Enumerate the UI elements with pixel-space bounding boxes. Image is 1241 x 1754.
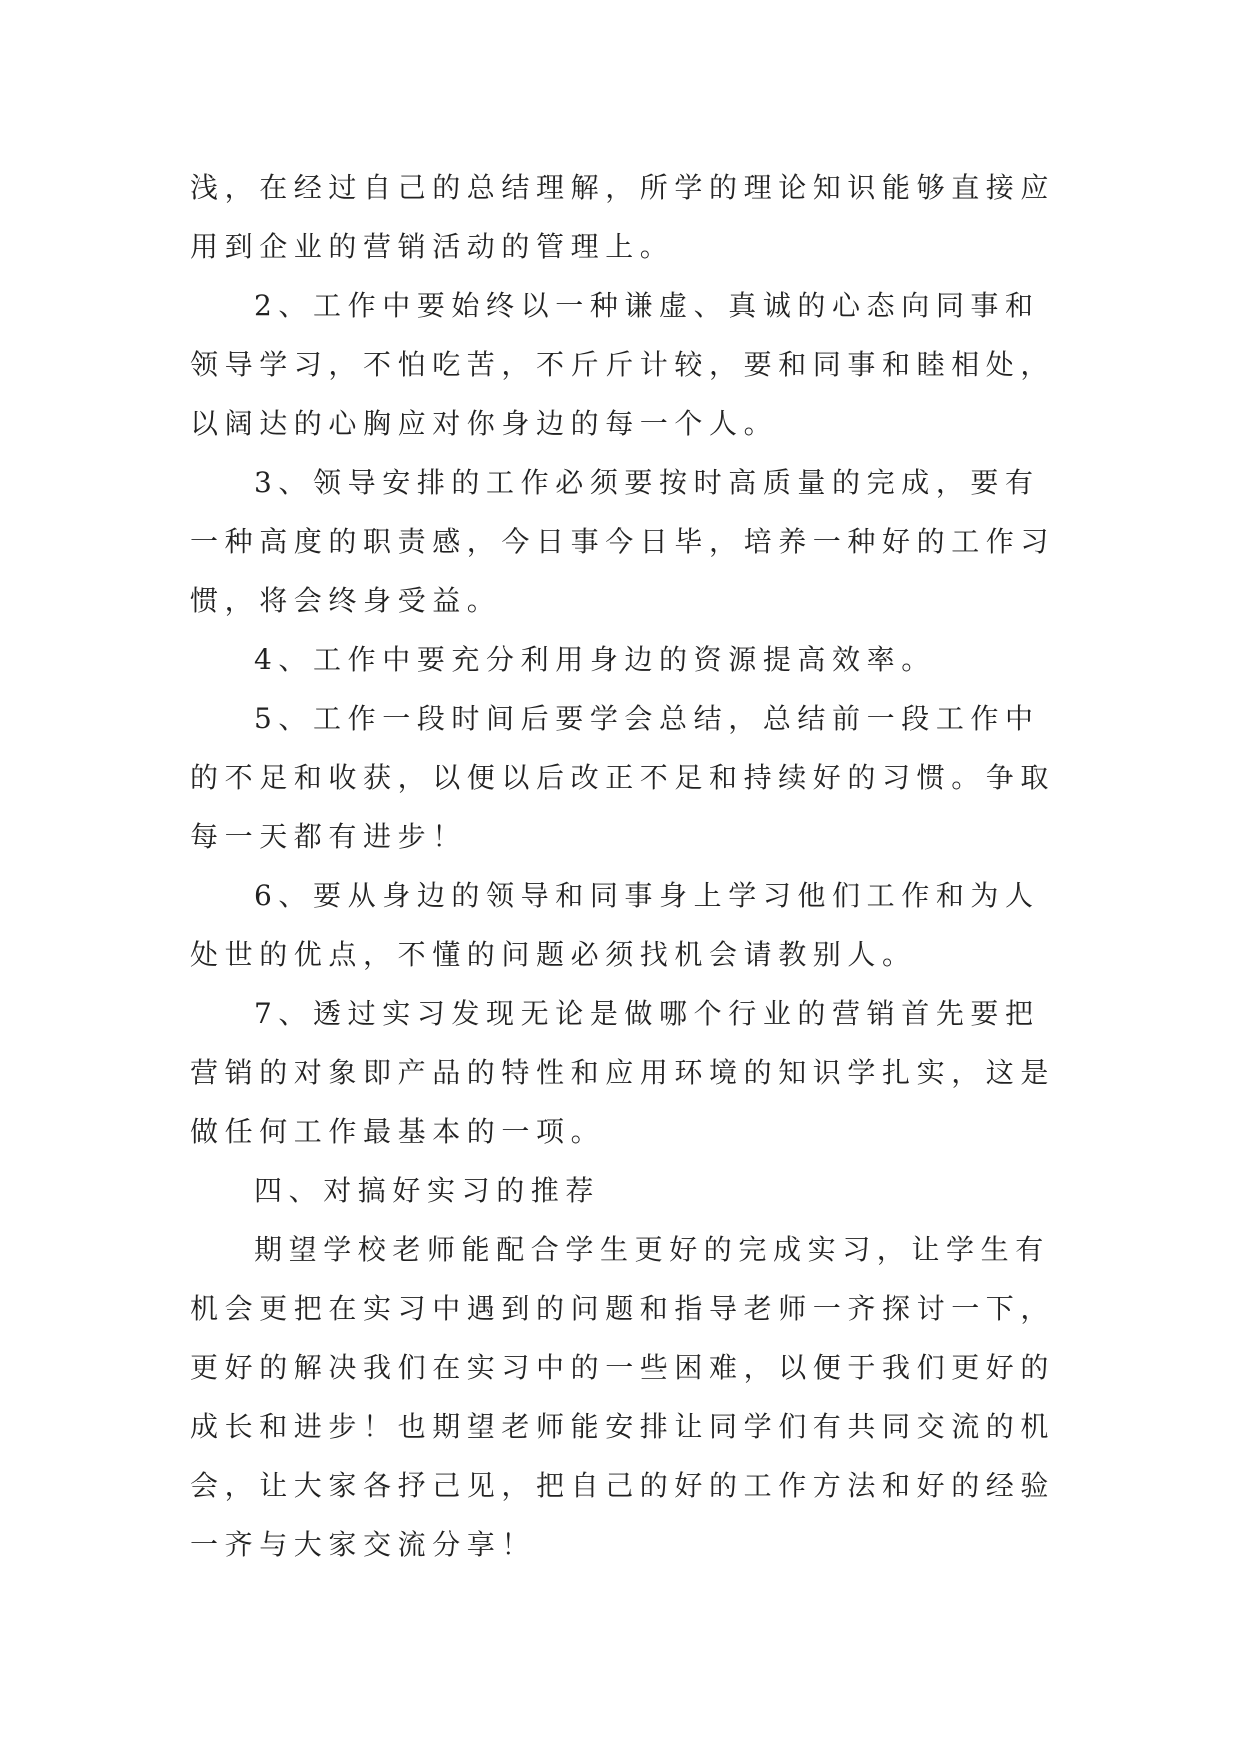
paragraph-item-6: 6、要从身边的领导和同事身上学习他们工作和为人处世的优点，不懂的问题必须找机会请教别人。	[190, 879, 1040, 971]
section-heading-recommendations: 四、对搞好实习的推荐	[254, 1174, 601, 1207]
paragraph-recommendations: 期望学校老师能配合学生更好的完成实习，让学生有机会更把在实习中遇到的问题和指导老师一齐探讨一下，更好的解决我们在实习中的一些困难，以便于我们更好的成长和进步！也期望老师能安排让同学们有共同交流的机会，让大家各抒己见，把自己的好的工作方法和好的经验一齐与大家交流分享！	[190, 1233, 1056, 1561]
paragraph-item-2: 2、工作中要始终以一种谦虚、真诚的心态向同事和领导学习，不怕吃苦，不斤斤计较，要和同事和睦相处，以阔达的心胸应对你身边的每一个人。	[190, 289, 1056, 440]
document-body	[190, 158, 1062, 1574]
paragraph-continuation: 浅，在经过自己的总结理解，所学的理论知识能够直接应用到企业的营销活动的管理上。	[190, 171, 1056, 263]
paragraph-item-5: 5、工作一段时间后要学会总结，总结前一段工作中的不足和收获，以便以后改正不足和持续好的习惯。争取每一天都有进步！	[190, 702, 1056, 853]
paragraph-item-7: 7、透过实习发现无论是做哪个行业的营销首先要把营销的对象即产品的特性和应用环境的知识学扎实，这是做任何工作最基本的一项。	[190, 997, 1056, 1148]
paragraph-item-3: 3、领导安排的工作必须要按时高质量的完成，要有一种高度的职责感，今日事今日毕，培养一种好的工作习惯，将会终身受益。	[190, 466, 1056, 617]
paragraph-item-4: 4、工作中要充分利用身边的资源提高效率。	[254, 643, 936, 676]
